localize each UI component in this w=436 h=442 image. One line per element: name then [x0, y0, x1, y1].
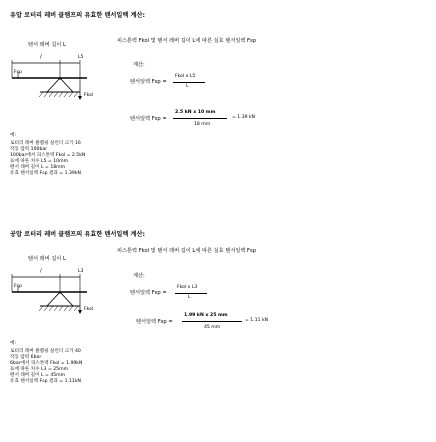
- example-line: 100bar에서 피스톤력 Fkol = 2.5kN: [10, 153, 86, 159]
- formula-lhs: 텐서일렉 Fsp =: [130, 79, 167, 85]
- formula-denominator: L: [188, 295, 191, 300]
- example-block: [10, 349, 82, 386]
- l3-label: L3: [78, 269, 84, 274]
- numeric-lhs: 텐서일렉 Fsp =: [130, 116, 167, 122]
- example-line: 작동 압력 100bar: [10, 147, 48, 153]
- formula-denominator: L: [186, 84, 189, 89]
- pivot-right: [60, 292, 73, 306]
- calc-label: 계산:: [133, 273, 145, 279]
- example-line: 유효 텐서일렉 Fsp 결과 = 1.11kN: [10, 379, 81, 385]
- numeric-bar: [182, 321, 242, 322]
- figure-description: 피스톤력 Fkol 및 텐서 레버 길이 L에 따른 실효 텐서일렉 Fsp: [117, 248, 256, 254]
- example-label: 예:: [10, 133, 16, 138]
- fkol-arrowhead: [78, 310, 82, 314]
- example-line: 6bar에서 피스톤력 Fkol = 1.99kN: [10, 361, 83, 367]
- pivot-right: [60, 78, 73, 92]
- fsp-label: Fsp: [14, 70, 22, 75]
- example-label: 예:: [10, 341, 16, 346]
- formula-numerator: Fkol x L3: [177, 285, 198, 290]
- fkol-label: Fkol: [84, 307, 94, 312]
- numeric-numerator: 1.99 kN x 25 mm: [184, 313, 228, 318]
- formula-bar: [175, 293, 207, 294]
- figure-description: 피스톤력 Fkol 및 텐서 레버 길이 L에 따른 실효 텐서일렉 Fsp: [117, 38, 256, 44]
- fkol-arrowhead: [78, 96, 82, 100]
- example-line: 작동 압력 6bar: [10, 355, 42, 361]
- example-line: 로터리 레버 클램핑 실린더 크기 40: [10, 349, 81, 354]
- example-block: [10, 141, 85, 178]
- pivot-left: [47, 292, 60, 306]
- pivot-left: [47, 78, 60, 92]
- example-line: 표에 따른 치수 L3 = 25mm: [10, 367, 69, 373]
- slash-mark: /: [40, 54, 42, 60]
- section-hydraulic: [0, 0, 436, 220]
- numeric-result: = 1.11 kN: [245, 318, 269, 323]
- lever-length-label: 텐서 레버 길이 L: [28, 256, 66, 262]
- example-line: 유효 텐서일렉 Fsp 결과 = 1.39kN: [10, 171, 81, 177]
- numeric-denominator: 18 mm: [194, 122, 211, 127]
- numeric-result: = 1.39 kN: [232, 115, 256, 120]
- example-line: 로터리 레버 클램핑 실린더 크기 16: [10, 141, 81, 146]
- numeric-numerator: 2.5 kN x 10 mm: [175, 110, 216, 115]
- example-line: 텐서 레버 길이 L = 45mm: [10, 373, 66, 379]
- ground-hatch: [39, 92, 78, 97]
- numeric-lhs: 텐서일렉 Fsp =: [136, 319, 173, 325]
- lever-length-label: 텐서 레버 길이 L: [28, 42, 66, 48]
- ground-hatch: [39, 306, 78, 311]
- numeric-bar: [173, 118, 227, 119]
- example-line: 표에 따른 치수 L5 = 10mm: [10, 159, 69, 165]
- formula-bar: [173, 82, 205, 83]
- fkol-label: Fkol: [84, 93, 94, 98]
- calc-label: 계산:: [133, 62, 145, 68]
- numeric-denominator: 45 mm: [204, 325, 221, 330]
- section-pneumatic: [0, 219, 436, 442]
- slash-mark: /: [40, 268, 42, 274]
- example-line: 텐서 레버 길이 L = 18mm: [10, 165, 66, 171]
- formula-lhs: 텐서일렉 Fsp =: [130, 290, 167, 296]
- section-title: 공압 로터리 레버 클램프의 유효한 텐서일렉 계산:: [10, 231, 145, 238]
- l5-label: L5: [78, 55, 84, 60]
- fsp-label: Fsp: [14, 284, 22, 289]
- section-title: 유압 로터리 레버 클램프의 유효한 텐서일렉 계산:: [10, 12, 145, 19]
- formula-numerator: Fkol x L5: [175, 74, 196, 79]
